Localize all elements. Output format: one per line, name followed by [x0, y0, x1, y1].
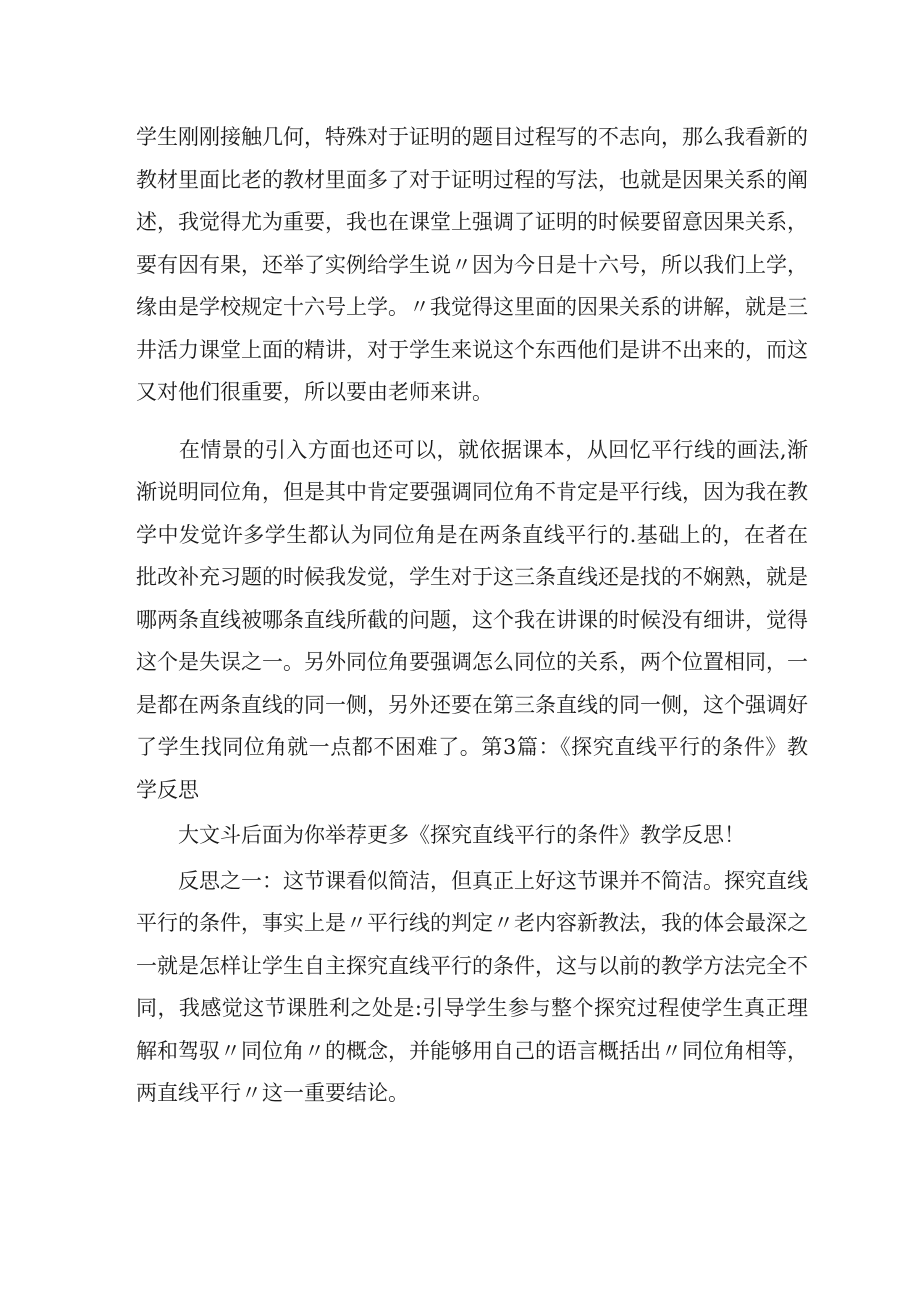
paragraph-reflection-one: 反思之一：这节课看似简洁，但真正上好这节课并不简洁。探究直线平行的条件，事实上是〃平行线的判定〃老内容新教法，我的体会最深之一就是怎样让学生自主探究直线平行的条件，这与以前的教学方法完全不同，我感觉这节课胜利之处是:引导学生参与整个探究过程使学生真正理解和驾驭〃同位角〃的概念，并能够用自己的语言概括出〃同位角相等，两直线平行〃这一重要结论。 [136, 868, 808, 1105]
paragraph-proof-writing: 学生刚刚接触几何，特殊对于证明的题目过程写的不志向，那么我看新的教材里面比老的教材里面多了对于证明过程的写法，也就是因果关系的阐述，我觉得尤为重要，我也在课堂上强调了证明的时候要留意因果关系，要有因有果，还举了实例给学生说〃因为今日是十六号，所以我们上学，缘由是学校规定十六号上学。〃我觉得这里面的因果关系的讲解，就是三井活力课堂上面的精讲，对于学生来说这个东西他们是讲不出来的，而这又对他们很重要，所以要由老师来讲。 [136, 125, 808, 404]
document-body [136, 116, 808, 1115]
paragraph-recommendation: 大文斗后面为你举荐更多《探究直线平行的条件》教学反思！ [136, 823, 745, 847]
paragraph-scene-introduction: 在情景的引入方面也还可以，就依据课本，从回忆平行线的画法,渐渐说明同位角，但是其中肯定要强调同位角不肯定是平行线，因为我在教学中发觉许多学生都认为同位角是在两条直线平行的.基础上的，在者在批改补充习题的时候我发觉，学生对于这三条直线还是找的不娴熟，就是哪两条直线被哪条直线所截的问题，这个我在讲课的时候没有细讲，觉得这个是失误之一。另外同位角要强调怎么同位的关系，两个位置相同，一是都在两条直线的同一侧，另外还要在第三条直线的同一侧，这个强调好了学生找同位角就一点都不困难了。第3篇：《探究直线平行的条件》教学反思 [136, 437, 808, 802]
